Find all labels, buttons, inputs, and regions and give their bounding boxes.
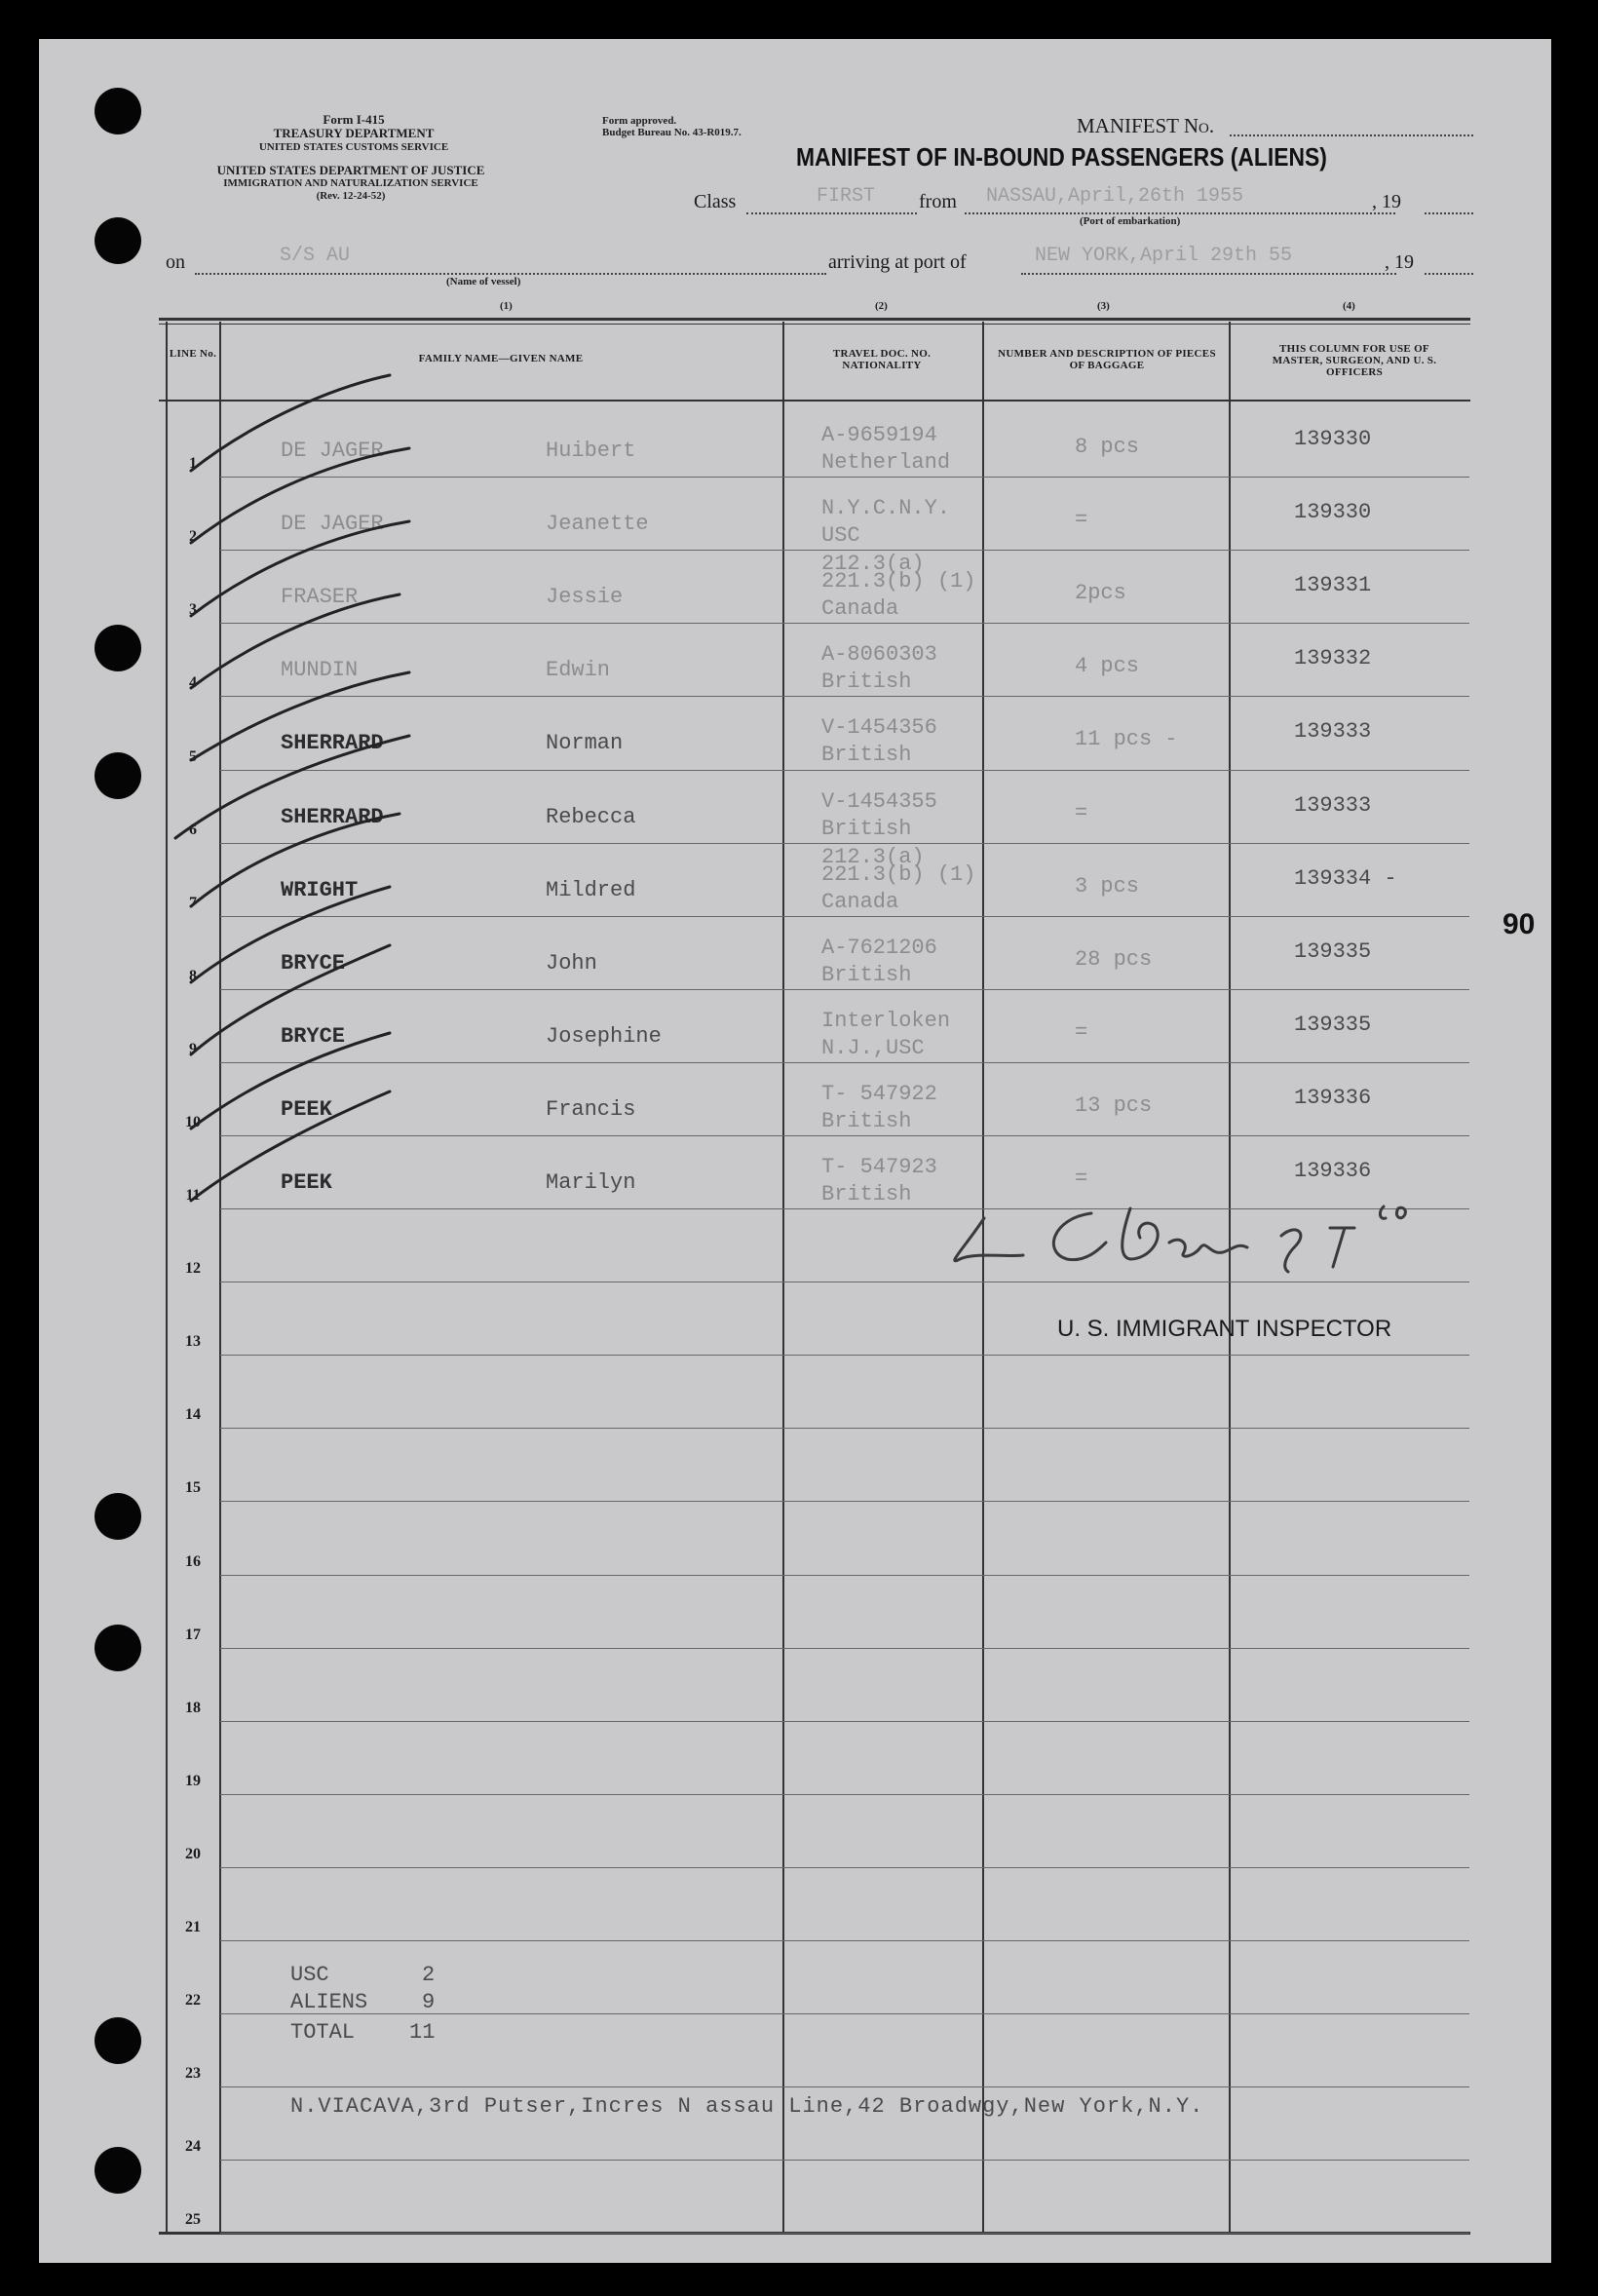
line-number: 5 bbox=[189, 748, 197, 765]
form-revision: (Rev. 12-24-52) bbox=[316, 190, 386, 202]
usc-value: 2 bbox=[422, 1963, 436, 1987]
line-number: 18 bbox=[185, 1700, 201, 1716]
officer-number: 139330 bbox=[1294, 427, 1372, 451]
line-number: 20 bbox=[185, 1846, 201, 1862]
binder-hole bbox=[95, 2147, 141, 2194]
strike-mark bbox=[191, 672, 409, 760]
travel-doc-number: N.Y.C.N.Y. bbox=[821, 496, 951, 520]
department-of-justice: UNITED STATES DEPARTMENT OF JUSTICE bbox=[216, 163, 485, 177]
inspector-label: U. S. IMMIGRANT INSPECTOR bbox=[1057, 1316, 1392, 1342]
family-name: WRIGHT bbox=[281, 878, 359, 902]
total-value: 11 bbox=[409, 2020, 436, 2045]
nationality: British bbox=[821, 743, 912, 767]
baggage: 13 pcs bbox=[1075, 1093, 1153, 1118]
class-value: FIRST bbox=[817, 185, 876, 208]
inspector-signature bbox=[945, 1199, 1481, 1286]
binder-hole bbox=[95, 2017, 141, 2064]
strike-mark bbox=[191, 521, 409, 616]
budget-bureau: Budget Bureau No. 43-R019.7. bbox=[602, 127, 742, 138]
nationality: British bbox=[821, 1182, 912, 1206]
arriving-label: arriving at port of bbox=[828, 251, 967, 273]
purser-line: N.VIACAVA,3rd Putser,Incres N assau Line,42 Broadwgy,New York,N.Y. bbox=[290, 2094, 1204, 2119]
baggage: = bbox=[1075, 1167, 1088, 1191]
given-name: Huibert bbox=[546, 439, 636, 463]
given-name: Edwin bbox=[546, 658, 611, 682]
row-rule bbox=[220, 1648, 1469, 1649]
year-label-top: , 19 bbox=[1372, 191, 1401, 212]
row-rule bbox=[220, 1940, 1469, 1941]
officer-number: 139333 bbox=[1294, 719, 1372, 744]
class-label: Class bbox=[694, 191, 737, 212]
travel-doc-number: T- 547923 bbox=[821, 1155, 937, 1179]
column-number-2: (2) bbox=[875, 300, 888, 312]
vessel-value: S/S AU bbox=[280, 245, 351, 267]
header-name: FAMILY NAME—GIVEN NAME bbox=[418, 353, 584, 364]
travel-doc-number: 221.3(b) (1) bbox=[821, 862, 976, 887]
line-number: 25 bbox=[185, 2211, 201, 2228]
row-rule bbox=[220, 1501, 1469, 1502]
header-officers: THIS COLUMN FOR USE OF MASTER, SURGEON, AND U. S. OFFICERS bbox=[1272, 343, 1437, 378]
line-number: 19 bbox=[185, 1773, 201, 1789]
on-label: on bbox=[166, 251, 185, 273]
manifest-no-label: MANIFEST No. bbox=[1077, 114, 1215, 137]
year-label-bottom: , 19 bbox=[1385, 251, 1414, 273]
line-number: 24 bbox=[185, 2138, 201, 2155]
travel-doc-number: V-1454356 bbox=[821, 715, 937, 740]
line-number: 2 bbox=[189, 528, 197, 545]
travel-doc-number: A-7621206 bbox=[821, 936, 937, 960]
family-name: FRASER bbox=[281, 585, 359, 609]
form-approved: Form approved. bbox=[602, 115, 677, 127]
given-name: Marilyn bbox=[546, 1170, 636, 1195]
officer-number: 139331 bbox=[1294, 573, 1372, 597]
line-number: 12 bbox=[185, 1260, 201, 1277]
nationality: British bbox=[821, 670, 912, 694]
header-line-no: LINE No. bbox=[169, 348, 217, 360]
header-baggage: NUMBER AND DESCRIPTION OF PIECES OF BAGGAGE bbox=[998, 348, 1216, 371]
baggage: 4 pcs bbox=[1075, 654, 1140, 678]
line-number: 16 bbox=[185, 1553, 201, 1570]
baggage: = bbox=[1075, 508, 1088, 532]
binder-hole bbox=[95, 1625, 141, 1671]
family-name: SHERRARD bbox=[281, 805, 384, 829]
travel-doc-number: A-9659194 bbox=[821, 423, 937, 447]
line-number: 10 bbox=[185, 1114, 201, 1130]
given-name: John bbox=[546, 951, 597, 976]
line-number: 23 bbox=[185, 2065, 201, 2082]
officer-number: 139333 bbox=[1294, 793, 1372, 818]
header-travel-doc: TRAVEL DOC. NO. NATIONALITY bbox=[832, 348, 932, 371]
family-name: DE JAGER bbox=[281, 439, 384, 463]
usc-label: USC bbox=[290, 1963, 329, 1987]
family-name: MUNDIN bbox=[281, 658, 359, 682]
total-label: TOTAL bbox=[290, 2020, 356, 2045]
baggage: = bbox=[1075, 801, 1088, 825]
family-name: DE JAGER bbox=[281, 512, 384, 536]
travel-doc-number: V-1454355 bbox=[821, 789, 937, 814]
binder-hole bbox=[95, 1493, 141, 1540]
row-rule bbox=[220, 2233, 1469, 2234]
row-rule bbox=[220, 1355, 1469, 1356]
line-number: 15 bbox=[185, 1479, 201, 1496]
travel-doc-number: A-8060303 bbox=[821, 642, 937, 667]
officer-number: 139332 bbox=[1294, 646, 1372, 670]
aliens-label: ALIENS bbox=[290, 1990, 368, 2014]
baggage: 3 pcs bbox=[1075, 874, 1140, 899]
row-rule bbox=[220, 1721, 1469, 1722]
immigration-service: IMMIGRATION AND NATURALIZATION SERVICE bbox=[223, 177, 478, 189]
strike-mark bbox=[191, 375, 390, 471]
nationality: USC bbox=[821, 523, 860, 548]
row-rule bbox=[220, 2013, 1469, 2014]
travel-doc-number: 221.3(b) (1) bbox=[821, 569, 976, 593]
nationality: British bbox=[821, 1109, 912, 1133]
nationality: Canada bbox=[821, 890, 899, 914]
line-number: 3 bbox=[189, 601, 197, 618]
travel-doc-number: Interloken bbox=[821, 1009, 951, 1033]
line-number: 13 bbox=[185, 1333, 201, 1350]
form-number: Form I-415 bbox=[323, 112, 385, 127]
travel-doc-number: T- 547922 bbox=[821, 1082, 937, 1106]
row-rule bbox=[220, 1794, 1469, 1795]
strike-mark bbox=[191, 594, 400, 688]
line-number: 21 bbox=[185, 1919, 201, 1935]
family-name: BRYCE bbox=[281, 1024, 346, 1049]
line-number: 8 bbox=[189, 968, 197, 984]
row-rule bbox=[220, 2086, 1469, 2087]
given-name: Jessie bbox=[546, 585, 624, 609]
row-rule bbox=[220, 2160, 1469, 2161]
baggage: 8 pcs bbox=[1075, 435, 1140, 459]
nationality: Canada bbox=[821, 596, 899, 621]
given-name: Jeanette bbox=[546, 512, 649, 536]
given-name: Francis bbox=[546, 1097, 636, 1122]
arriving-value: NEW YORK,April 29th 55 bbox=[1035, 245, 1293, 267]
officer-number: 139330 bbox=[1294, 500, 1372, 524]
family-name: PEEK bbox=[281, 1097, 332, 1122]
line-number: 11 bbox=[185, 1187, 201, 1204]
officer-number: 139336 bbox=[1294, 1086, 1372, 1110]
line-number: 7 bbox=[189, 895, 197, 911]
baggage: 28 pcs bbox=[1075, 947, 1153, 972]
column-number-1: (1) bbox=[500, 300, 513, 312]
row-rule bbox=[220, 1575, 1469, 1576]
family-name: PEEK bbox=[281, 1170, 332, 1195]
nationality: British bbox=[821, 963, 912, 987]
officer-number: 139336 bbox=[1294, 1159, 1372, 1183]
baggage: 11 pcs - bbox=[1075, 727, 1178, 751]
row-rule bbox=[220, 1428, 1469, 1429]
travel-doc-section: 212.3(a) bbox=[821, 552, 925, 576]
page-number: 90 bbox=[1503, 908, 1536, 940]
baggage: = bbox=[1075, 1020, 1088, 1045]
officer-number: 139334 - bbox=[1294, 866, 1397, 891]
family-name: BRYCE bbox=[281, 951, 346, 976]
line-number: 9 bbox=[189, 1041, 197, 1057]
line-number: 1 bbox=[189, 455, 197, 472]
given-name: Josephine bbox=[546, 1024, 662, 1049]
strike-mark bbox=[191, 1033, 390, 1129]
column-number-4: (4) bbox=[1343, 300, 1355, 312]
travel-doc-section: 212.3(a) bbox=[821, 845, 925, 869]
row-rule bbox=[220, 1867, 1469, 1868]
line-number: 17 bbox=[185, 1626, 201, 1643]
treasury-department: TREASURY DEPARTMENT bbox=[273, 126, 435, 140]
page-title: MANIFEST OF IN-BOUND PASSENGERS (ALIENS) bbox=[796, 142, 1327, 172]
nationality: British bbox=[821, 817, 912, 841]
customs-service: UNITED STATES CUSTOMS SERVICE bbox=[258, 141, 449, 153]
from-value: NASSAU,April,26th 1955 bbox=[986, 185, 1244, 208]
nationality: Netherland bbox=[821, 450, 951, 475]
given-name: Mildred bbox=[546, 878, 636, 902]
family-name: SHERRARD bbox=[281, 731, 384, 755]
strike-mark bbox=[191, 887, 390, 982]
officer-number: 139335 bbox=[1294, 939, 1372, 964]
officer-number: 139335 bbox=[1294, 1013, 1372, 1037]
given-name: Norman bbox=[546, 731, 624, 755]
baggage: 2pcs bbox=[1075, 581, 1126, 605]
given-name: Rebecca bbox=[546, 805, 636, 829]
from-label: from bbox=[919, 191, 957, 212]
port-embarkation-label: (Port of embarkation) bbox=[1080, 215, 1181, 227]
line-number: 22 bbox=[185, 1992, 201, 2009]
line-number: 4 bbox=[189, 674, 197, 691]
line-number: 6 bbox=[189, 822, 197, 838]
strike-mark bbox=[175, 736, 409, 838]
vessel-name-label: (Name of vessel) bbox=[446, 276, 521, 287]
nationality: N.J.,USC bbox=[821, 1036, 925, 1060]
aliens-value: 9 bbox=[422, 1990, 436, 2014]
line-number: 14 bbox=[185, 1406, 201, 1423]
column-number-3: (3) bbox=[1097, 300, 1110, 312]
